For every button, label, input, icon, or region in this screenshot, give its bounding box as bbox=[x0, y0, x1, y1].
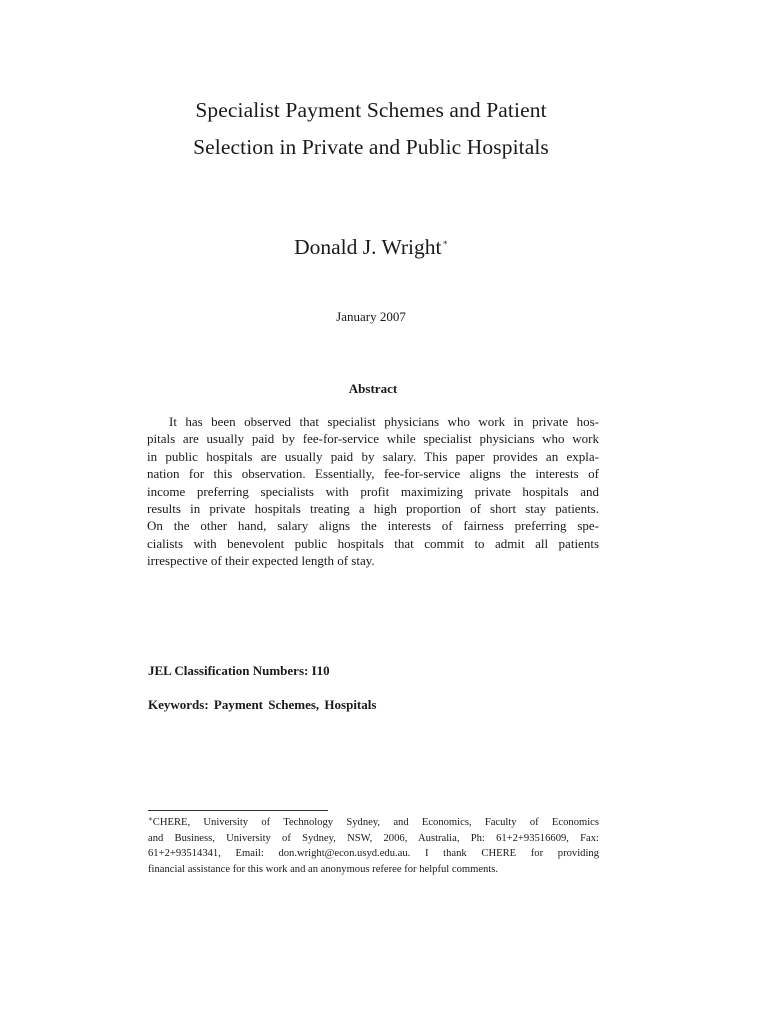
abstract-line: It has been observed that specialist physicians who work in private hos- bbox=[169, 414, 599, 429]
abstract-line: income preferring specialists with profit maximizing private hospitals and bbox=[147, 483, 599, 499]
title-line: Specialist Payment Schemes and Patient bbox=[195, 98, 547, 122]
abstract-line: pitals are usually paid by fee-for-service while specialist physicians who work bbox=[147, 431, 599, 447]
footnote-divider bbox=[148, 810, 328, 811]
abstract-body bbox=[147, 413, 599, 570]
abstract-line: results in private hospitals treating a high proportion of short stay patients. bbox=[147, 501, 599, 517]
footnote-line: and Business, University of Sydney, NSW, 2006, Australia, Ph: 61+2+93516609, Fax: bbox=[148, 832, 599, 844]
author-block bbox=[0, 229, 742, 261]
abstract-line: nation for this observation. Essentially, fee-for-service aligns the interests of bbox=[147, 466, 599, 482]
title-line: Selection in Private and Public Hospitals bbox=[193, 135, 549, 159]
author-footnote-mark: ∗ bbox=[442, 238, 448, 247]
abstract-line: irrespective of their expected length of stay. bbox=[147, 553, 375, 569]
footnote-text: CHERE, University of Technology Sydney, and Economics, Faculty of Economics bbox=[152, 817, 599, 828]
footnote-line bbox=[148, 812, 599, 831]
author-name: Donald J. Wright bbox=[294, 235, 442, 259]
abstract-line: in public hospitals are usually paid by salary. This paper provides an expla- bbox=[147, 448, 599, 464]
footnote bbox=[148, 812, 599, 877]
footnote-line: 61+2+93514341, Email: don.wright@econ.usyd.edu.au. I thank CHERE for providing bbox=[148, 848, 599, 859]
footnote-line: financial assistance for this work and an anonymous referee for helpful comments. bbox=[148, 863, 499, 875]
abstract-line: On the other hand, salary aligns the interests of fairness preferring spe- bbox=[147, 518, 599, 534]
publication-date: January 2007 bbox=[336, 309, 406, 324]
abstract-line: cialists with benevolent public hospitals that commit to admit all patients bbox=[147, 535, 599, 551]
jel-classification: JEL Classification Numbers: I10 bbox=[148, 663, 330, 678]
footnote-mark: ∗ bbox=[148, 815, 153, 823]
abstract-heading: Abstract bbox=[348, 381, 398, 396]
keywords: Keywords: Payment Schemes, Hospitals bbox=[148, 697, 377, 712]
paper-title bbox=[0, 92, 742, 166]
